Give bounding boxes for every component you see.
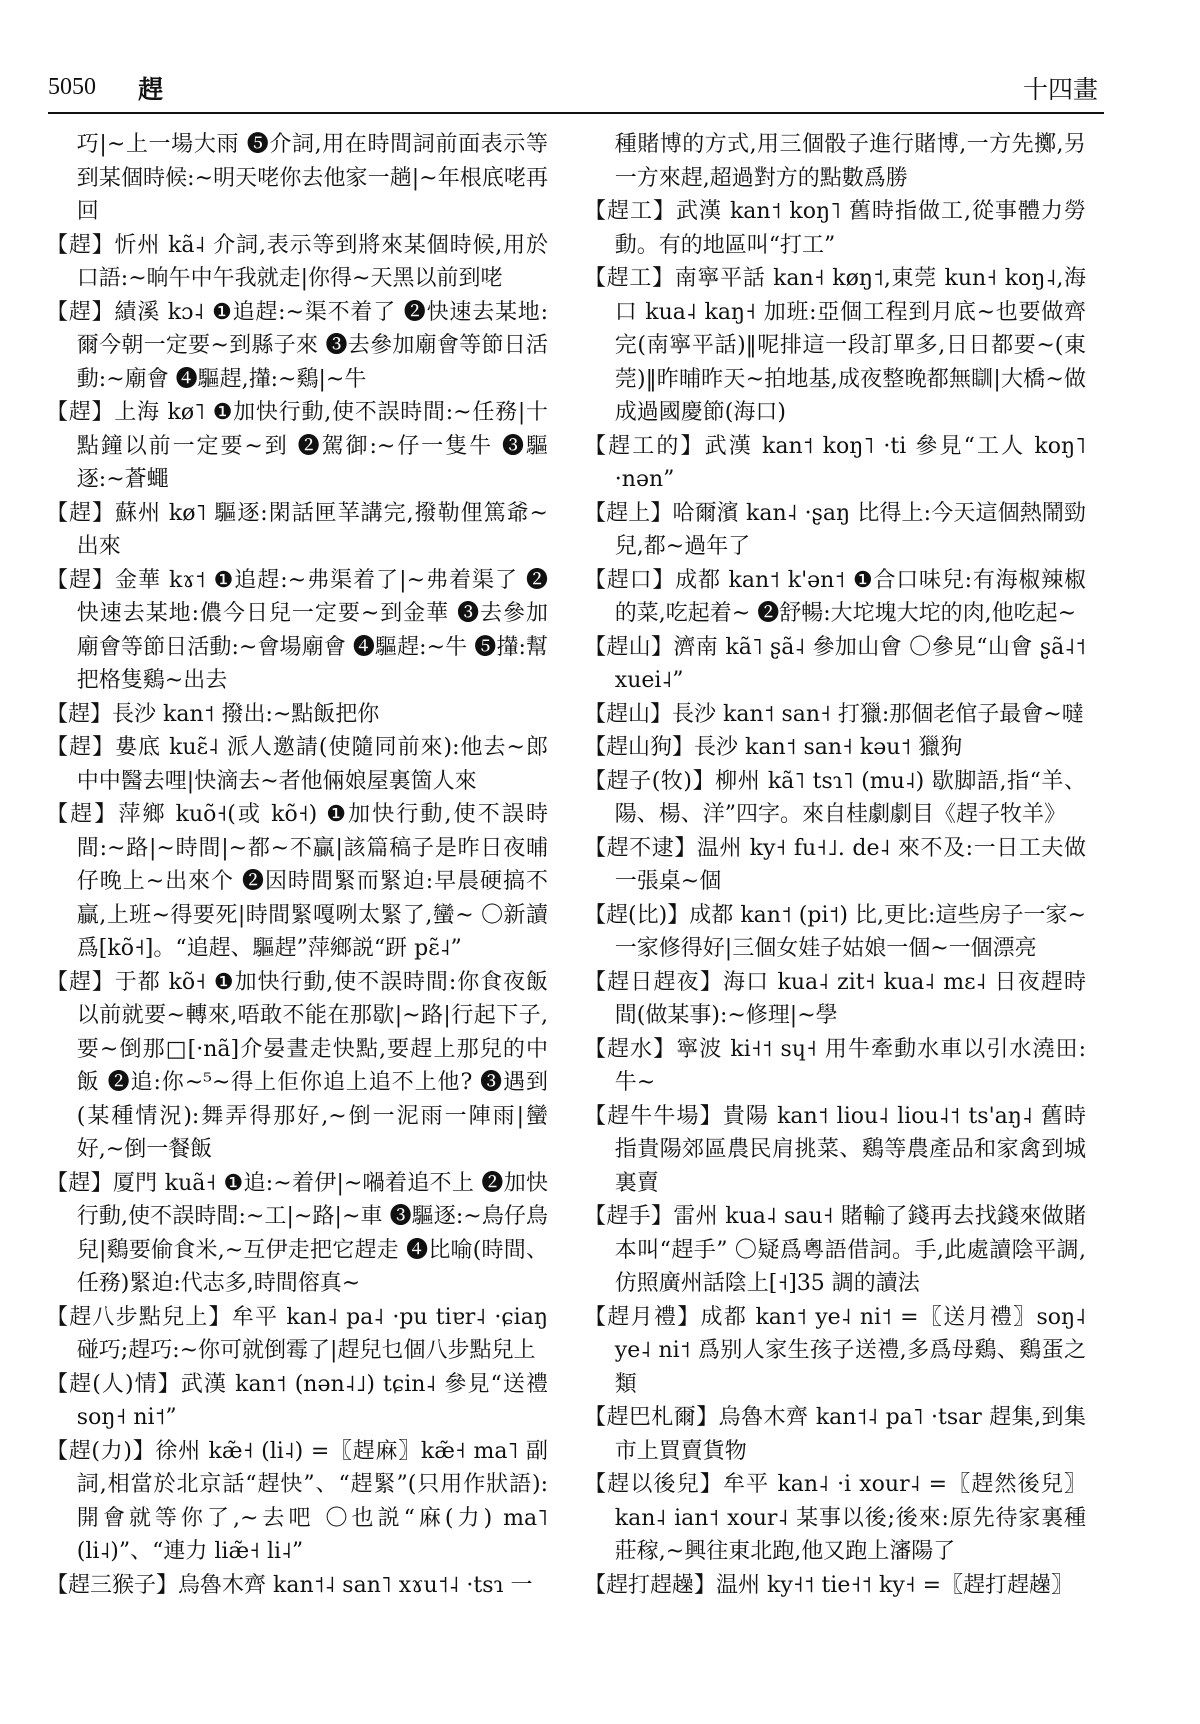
dictionary-entry: 【趕山】長沙 kan˦ san˧ 打獵:那個老倌子最會~噠: [584, 701, 1084, 727]
dictionary-entry: 【趕(力)】徐州 kæ̃˧ (li˨) =〖趕麻〗kæ̃˧ ma˥ 副詞,相當於北京話“趕快”、“趕緊”(只用作狀語):開會就等你了,~去吧 〇也説“麻(力) ma˥ (li˨)”、“連力 liæ̃˧ li˨”: [46, 1438, 548, 1564]
dictionary-entry: 【趕口】成都 kan˦ k'ən˦ ❶合口味兒:有海椒辣椒的菜,吃起着~ ❷舒暢:大坨塊大坨的肉,他吃起~: [584, 567, 1086, 626]
dictionary-entry: 【趕以後兒】牟平 kan˨ ·i xour˨ =〖趕然後兒〗kan˨ ian˦ xour˨ 某事以後;後來:原先待家裏種莊稼,~興往東北跑,他又跑上瀋陽了: [584, 1472, 1086, 1564]
dictionary-entry: 【趕】績溪 kɔ˨ ❶追趕:~渠不着了 ❷快速去某地:爾今朝一定要~到縣子來 ❸去參加廟會等節日活動:~廟會 ❹驅趕,攆:~鷄|~牛: [46, 299, 548, 392]
dictionary-entry: 【趕】上海 kø˥ ❶加快行動,使不誤時間:~任務|十點鐘以前一定要~到 ❷駕御:~仔一隻牛 ❸驅逐:~蒼蠅: [46, 400, 548, 492]
dictionary-entry: 【趕八步點兒上】牟平 kan˨ pa˨ ·pu tiɐr˨ ·ɕiaŋ 碰巧;趕巧:~你可就倒霉了|趕兒乜個八步點兒上: [46, 1304, 548, 1363]
dictionary-entry: 【趕打趕趮】温州 ky˧˦ tie˧˦ ky˧ =〖趕打趕趮〗: [584, 1572, 1074, 1598]
dictionary-entry: 【趕工的】武漢 kan˦ koŋ˥ ·ti 參見“工人 koŋ˥ ·nən”: [584, 433, 1086, 492]
dictionary-entry: 【趕】萍鄉 kuõ˧(或 kõ˧) ❶加快行動,使不誤時間:~路|~時間|~都~不贏|該篇稿子是昨日夜晡仔晚上~出來个 ❷因時間緊而緊迫:早晨硬搞不贏,上班~得要死|時間緊嘎咧太緊了,蠻~ 〇新讀爲[kõ˧]。“追趕、驅趕”萍鄉説“趼 pɛ̃˨”: [46, 802, 548, 961]
dictionary-entry: 【趕】于都 kõ˧ ❶加快行動,使不誤時間:你食夜飯以前就要~轉來,唔敢不能在那歇|~路|行起下子,要~倒那□[·nã]介晏晝走快點,要趕上那兒的中飯 ❷追:你~⁵~得上佢你追上追不上他? ❸遇到(某種情況):舞弄得那好,~倒一泥雨一陣雨|蠻好,~倒一餐飯: [46, 969, 548, 1162]
right-column: [584, 128, 1086, 1602]
dictionary-entry: 【趕工】南寧平話 kan˧ køŋ˦,東莞 kun˧ koŋ˨,海口 kua˨ kaŋ˧ 加班:亞個工程到月底~也要做齊完(南寧平話)‖呢排這一段訂單多,日日都要~(東莞)‖昨晡昨天~拍地基,成夜整晚都無瞓|大橋~做成過國慶節(海口): [584, 266, 1086, 425]
dictionary-entry: 【趕上】哈爾濱 kan˨ ·ʂaŋ 比得上:今天這個熱鬧勁兒,都~過年了: [584, 500, 1086, 559]
dictionary-entry: 巧|~上一場大雨 ❺介詞,用在時間詞前面表示等到某個時候:~明天咾你去他家一趟|~年根底咾再回: [76, 132, 548, 224]
dictionary-entry: 【趕子(牧)】柳州 kã˥ tsɿ˥ (mu˨) 歇脚語,指“羊、陽、楊、洋”四字。來自桂劇劇目《趕子牧羊》: [584, 768, 1086, 827]
dictionary-entry: 種賭博的方式,用三個骰子進行賭博,一方先擲,另一方來趕,超過對方的點數爲勝: [614, 132, 1086, 191]
dictionary-entry: 【趕】忻州 kã˨ 介詞,表示等到將來某個時候,用於口語:~晌午中午我就走|你得~天黑以前到咾: [46, 232, 548, 291]
dictionary-entry: 【趕(人)情】武漢 kan˦ (nən˨˩) tɕin˨ 參見“送禮 soŋ˧ ni˦”: [46, 1371, 548, 1430]
dictionary-entry: 【趕山狗】長沙 kan˦ san˧ kəu˦ 獵狗: [584, 735, 963, 760]
left-column: [46, 128, 548, 1602]
dictionary-entry: 【趕牛牛場】貴陽 kan˦ liou˨ liou˨˦ ts'aŋ˨ 舊時指貴陽郊區農民肩挑菜、鷄等農產品和家禽到城裏賣: [584, 1103, 1086, 1196]
page-header: [48, 66, 1104, 114]
dictionary-entry: 【趕】蘇州 kø˥ 驅逐:閑話匣𦭵講完,撥勒俚篤爺~出來: [46, 500, 548, 559]
head-character: 趕: [138, 75, 164, 104]
stroke-section: 十四畫: [1022, 75, 1098, 104]
dictionary-entry: 【趕月禮】成都 kan˦ ye˨ ni˦ =〖送月禮〗soŋ˨ ye˨ ni˦ 爲别人家生孩子送禮,多爲母鷄、鷄蛋之類: [584, 1304, 1086, 1397]
dictionary-entry: 【趕三猴子】烏魯木齊 kan˦˨ san˥ xɤu˦˨ ·tsɿ 一: [46, 1572, 533, 1598]
dictionary-entry: 【趕手】雷州 kua˨ sau˧ 賭輸了錢再去找錢來做賭本叫“趕手” 〇疑爲粵語借詞。手,此處讀陰平調,仿照廣州話陰上[˧]35 調的讀法: [584, 1204, 1086, 1296]
dictionary-entry: 【趕山】濟南 kã˥ ʂã˨ 參加山會 〇參見“山會 ʂã˨˦ xuei˨”: [584, 634, 1086, 693]
dictionary-entry: 【趕】長沙 kan˦ 撥出:~點飯把你: [46, 701, 380, 727]
dictionary-entry: 【趕】厦門 kuã˧ ❶追:~着伊|~𡁜着追不上 ❷加快行動,使不誤時間:~工|~路|~車 ❸驅逐:~鳥仔鳥兒|鷄要偷食米,~互伊走把它趕走 ❹比喻(時間、任務)緊迫:代志多,時間傛真~: [46, 1170, 548, 1296]
page-number: 5050: [48, 74, 96, 100]
dictionary-entry: 【趕巴札爾】烏魯木齊 kan˦˨ pa˥ ·tsar 趕集,到集市上買賣貨物: [584, 1405, 1086, 1464]
dictionary-entry: 【趕不逮】温州 ky˧ fu˧˩. de˨ 來不及:一日工夫做一張桌~個: [584, 835, 1086, 894]
dictionary-entry: 【趕工】武漢 kan˦ koŋ˥ 舊時指做工,從事體力勞動。有的地區叫“打工”: [584, 199, 1086, 258]
dictionary-entry: 【趕(比)】成都 kan˦ (pi˦) 比,更比:這些房子一家~一家修得好|三個女娃子姑娘一個~一個漂亮: [584, 902, 1086, 961]
dictionary-entry: 【趕水】寧波 ki˧˦ sɥ˧ 用牛牽動水車以引水澆田:牛~: [584, 1036, 1086, 1095]
dictionary-entry: 【趕】金華 kɤ˦ ❶追趕:~弗渠着了|~弗着渠了 ❷快速去某地:儂今日兒一定要~到金華 ❸去參加廟會等節日活動:~會場廟會 ❹驅趕:~牛 ❺攆:幫把格隻鷄~出去: [46, 567, 548, 693]
dictionary-entry: 【趕日趕夜】海口 kua˨ zit˧ kua˨ mɛ˨ 日夜趕時間(做某事):~修理|~學: [584, 969, 1086, 1028]
dictionary-entry: 【趕】婁底 kuɛ̃˨ 派人邀請(使隨同前來):他去~郎中中醫去哩|快滴去~者他倆娘屋裏箇人來: [46, 735, 548, 794]
